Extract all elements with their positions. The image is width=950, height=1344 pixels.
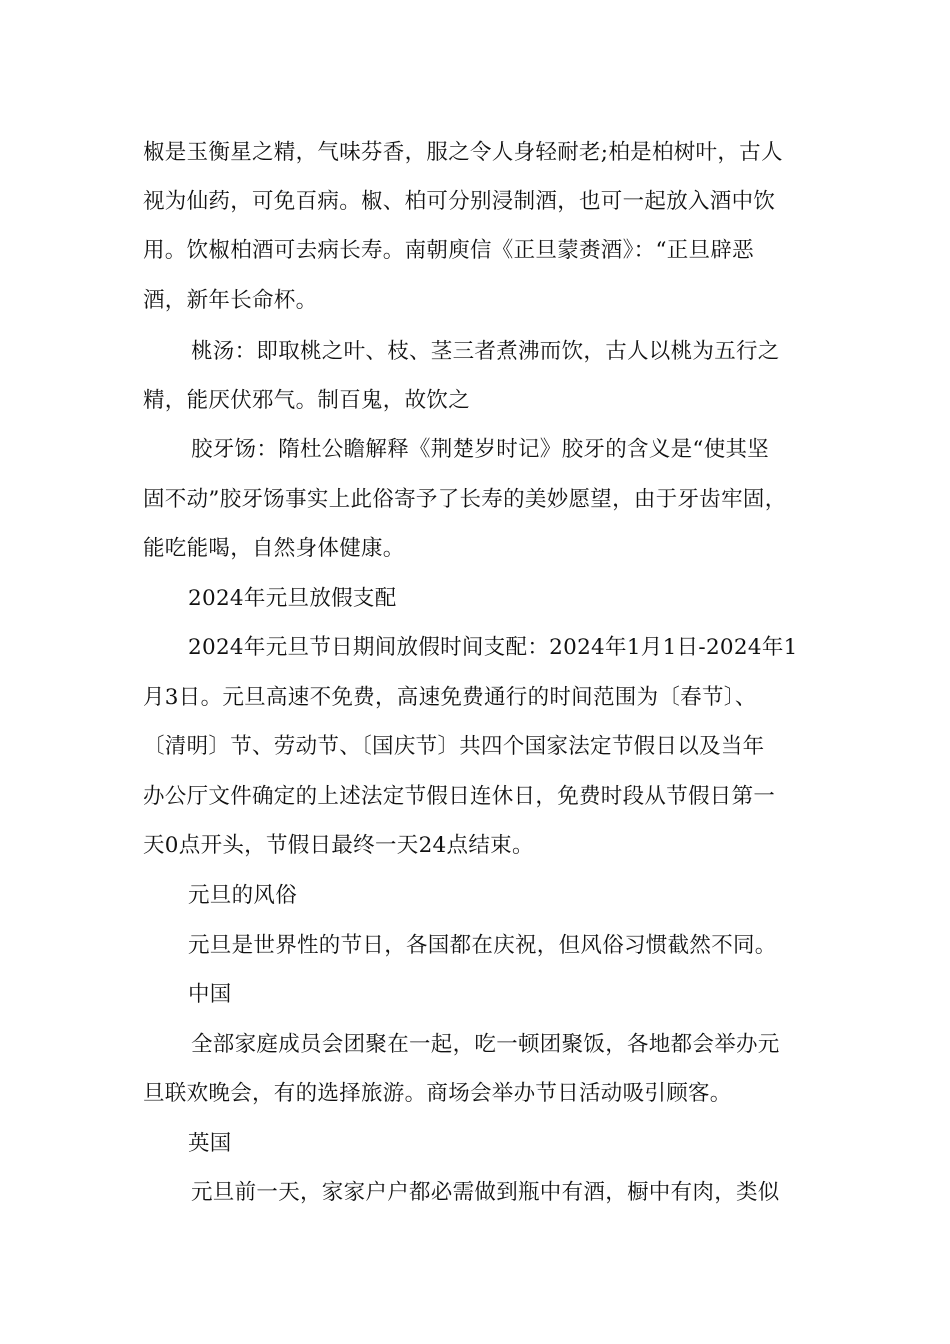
paragraph-start-line: 元旦前一天，家家户户都必需做到瓶中有酒，橱中有肉，类似	[191, 1180, 780, 1205]
text-line: 能吃能喝，自然身体健康。	[143, 536, 405, 561]
text-line: 椒是玉衡星之精，气味芬香，服之令人身轻耐老;柏是柏树叶，古人	[143, 140, 783, 165]
section-heading: 2024年元旦放假支配	[188, 586, 397, 611]
text-line: 酒，新年长命杯。	[143, 288, 318, 313]
text-line: 精，能厌伏邪气。制百鬼，故饮之	[143, 388, 471, 413]
text-line: 用。饮椒柏酒可去病长寿。南朝庾信《正旦蒙赉酒》：“正旦辟恶	[143, 238, 754, 263]
text-line: 视为仙药，可免百病。椒、柏可分别浸制酒，也可一起放入酒中饮	[143, 189, 776, 214]
text-line: 旦联欢晚会，有的选择旅游。商场会举办节日活动吸引顾客。	[143, 1081, 732, 1106]
section-heading: 英国	[188, 1131, 232, 1156]
section-heading: 元旦的风俗	[188, 883, 298, 908]
paragraph-start-line: 全部家庭成员会团聚在一起，吃一顿团聚饭，各地都会举办元	[191, 1032, 780, 1057]
text-line: 天0点开头，节假日最终一天24点结束。	[143, 833, 534, 858]
paragraph-start-line: 2024年元旦节日期间放假时间支配：2024年1月1日-2024年1	[188, 635, 798, 660]
paragraph-start-line: 胶牙饧：隋杜公瞻解释《荆楚岁时记》胶牙的含义是“使其坚	[191, 437, 770, 462]
section-heading: 中国	[188, 982, 232, 1007]
text-line: 〔清明〕节、劳动节、〔国庆节〕共四个国家法定节假日以及当年	[143, 734, 765, 759]
paragraph-start-line: 桃汤：即取桃之叶、枝、茎三者煮沸而饮，古人以桃为五行之	[191, 339, 780, 364]
text-line: 办公厅文件确定的上述法定节假日连休日，免费时段从节假日第一	[143, 784, 776, 809]
text-line: 月3日。元旦高速不免费，高速免费通行的时间范围为〔春节〕、	[143, 685, 757, 710]
paragraph-start-line: 元旦是世界性的节日，各国都在庆祝，但风俗习惯截然不同。	[188, 933, 777, 958]
text-line: 固不动”胶牙饧事实上此俗寄予了长寿的美妙愿望，由于牙齿牢固，	[143, 487, 787, 512]
